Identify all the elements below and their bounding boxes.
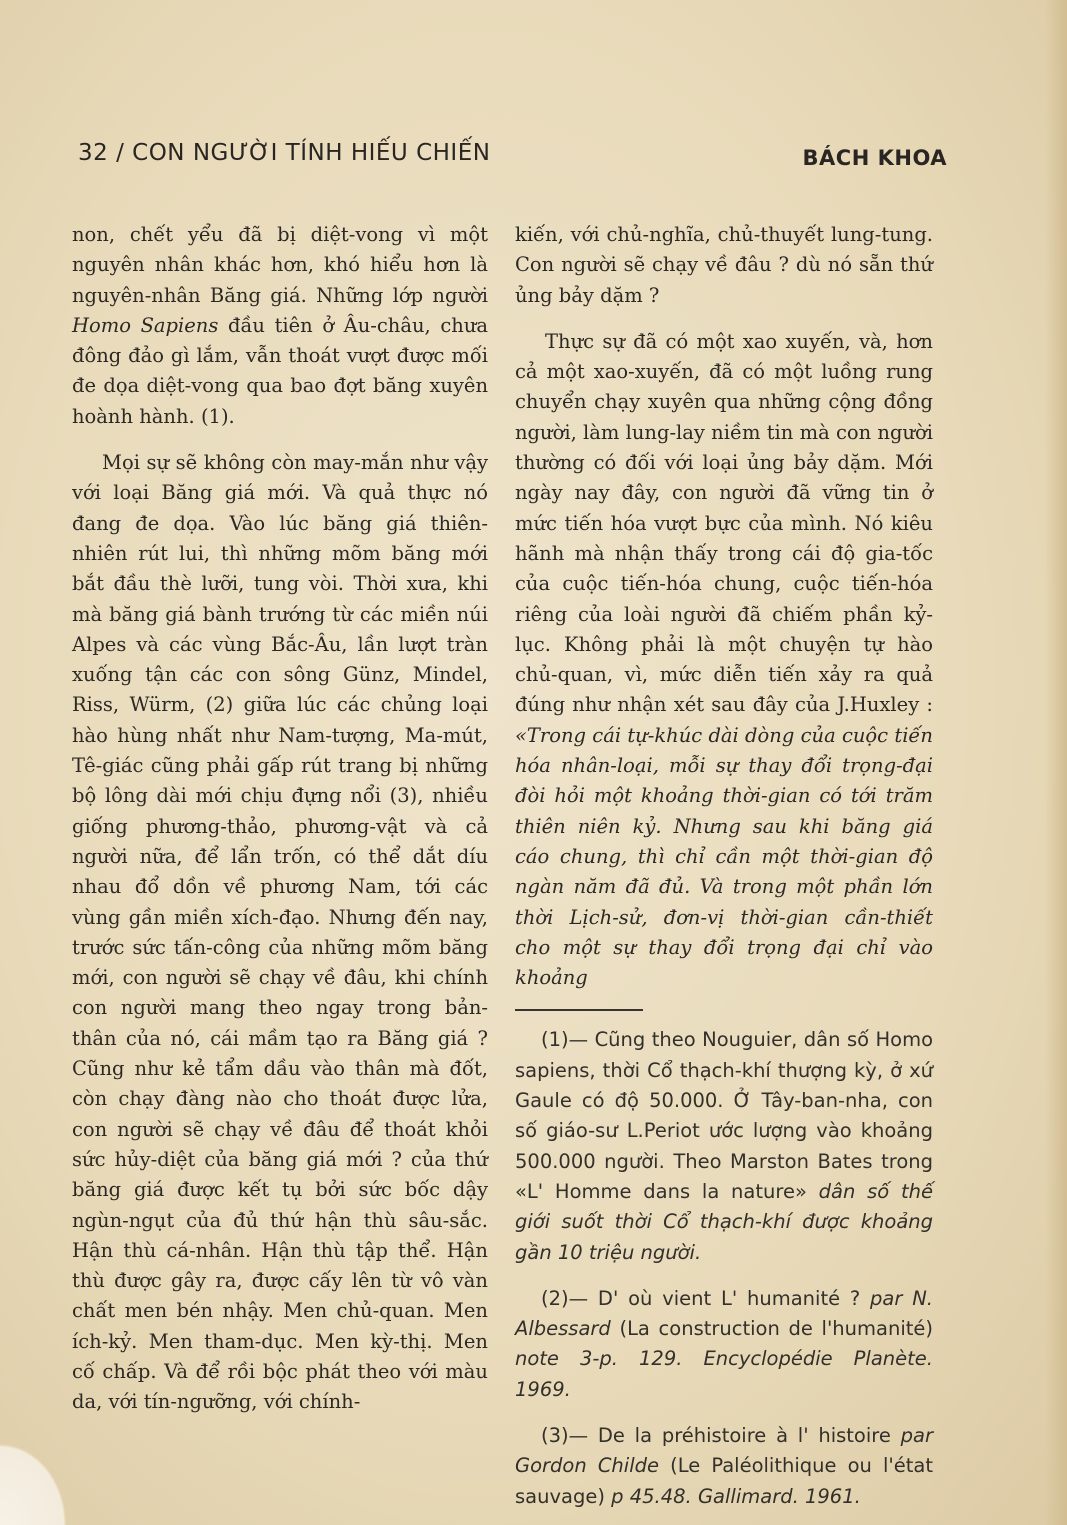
footnote-text: «L' Homme dans la nature» [515,1179,807,1203]
footnote-text: (3)— De la préhistoire à l' histoire [541,1423,901,1447]
header-page-title: 32 / CON NGƯỜI TÍNH HIẾU CHIẾN [78,140,491,166]
paragraph: Mọi sự sẽ không còn may-mắn như vậy với loại Băng giá mới. Và quả thực nó đang đe dọa. Vào lúc băng giá thiên-nhiên rút lui, thì những mõm băng mới bắt đầu thè lưỡi, tung vòi. Thời xưa, khi mà băng giá bành trướng từ các miền núi Alpes và các vùng Bắc-Âu, lần lượt tràn xuống tận các con sông Günz, Mindel, Riss, Würm, (2) giữa lúc các chủng loại hào hùng nhất như Nam-tượng, Ma-mút, Tê-giác cũng phải gấp rút trang bị những bộ lông dài mới chịu đựng nổi (3), nhiều giống phương-thảo, phương-vật và cả người nữa, để lẩn trốn, có thể dắt díu nhau đổ dồn về phương Nam, tới các vùng gần miền xích-đạo. Nhưng đến nay, trước sức tấn-công của những mõm băng mới, con người sẽ chạy về đâu, khi chính con người mang theo ngay trong bản-thân của nó, cái mầm tạo ra Băng giá ? Cũng như kẻ tẩm dầu vào thân mà đốt, còn chạy đàng nào cho thoát được lửa, con người sẽ chạy về đâu để thoát khỏi sức hủy-diệt của băng giá mới ? của thứ băng giá được kết tụ bởi sức bốc dậy ngùn-ngụt của đủ thứ hận thù sâu-sắc. Hận thù cá-nhân. Hận thù tập thể. Hận thù được gây ra, được cấy lên từ vô vàn chất men bén nhậy. Men chủ-quan. Men ích-kỷ. Men tham-dục. Men kỳ-thị. Men cố chấp. Và để rồi bộc phát theo với màu da, với tín-ngưỡng, với chính- [72,451,488,1414]
footnote-text: note 3-p. 129. Encyclopédie Planète. 1969. [515,1347,933,1401]
footnote-2 [515,1284,933,1405]
paragraph [515,327,933,994]
footnote-text: p 45.48. Gallimard. 1961. [611,1484,861,1508]
footnote-1 [515,1025,933,1267]
footnote-text: par N. Albessard [515,1286,933,1341]
huxley-quote: «Trong cái tự-khúc dài dòng của cuộc tiến hóa nhân-loại, mỗi sự thay đổi trọng-đại đòi hỏi một khoảng thời-gian có tới trăm thiên niên kỷ. Nhưng sau khi băng giá cáo chung, thì chỉ cần một thời-gian độ ngàn năm đã đủ. Và trong một phần lớn thời Lịch-sử, đơn-vị thời-gian cần-thiết cho một sự thay đổi trọng đại chỉ vào khoảng [515,723,933,990]
running-header [78,140,947,180]
paragraph [72,220,488,432]
italic-term: Homo Sapiens [72,313,219,337]
header-magazine-name: BÁCH KHOA [802,146,947,170]
footnote-text: (La construction de l'humanité) [610,1317,933,1341]
left-column [72,220,488,1434]
paragraph-text: đầu tiên ở Âu-châu, chưa đông đảo gì lắm, vẫn thoát vượt được mối đe dọa diệt-vong qua bao đợt băng xuyên hoành hành. (1). [72,313,489,428]
footnote-3 [515,1421,933,1512]
paragraph-text: non, chết yểu đã bị diệt-vong vì một nguyên nhân khác hơn, khó hiểu hơn là nguyên-nhân Băng giá. Những lớp người [72,223,488,307]
paragraph-text: Thực sự đã có một xao xuyến, và, hơn cả một xao-xuyến, đã có một luồng rung chuyển chạy xuyên qua những cộng đồng người, làm lung-lay niềm tin mà con người thường có đối với loại ủng bảy dặm. Mới ngày nay đây, con người đã vững tin ở mức tiến hóa vượt bực của mình. Nó kiêu hãnh mà nhận thấy trong cái độ gia-tốc của cuộc tiến-hóa chung, cuộc tiến-hóa riêng của loài người đã chiếm phần kỷ-lục. Không phải là một chuyện tự hào chủ-quan, vì, mức diễn tiến xảy ra quả đúng như nhận xét sau đây của J.Huxley : [515,329,933,717]
footnote-text: dân số thế giới suốt thời Cổ thạch-khí được khoảng gần 10 triệu người. [515,1179,933,1264]
page-edge-shadow [1045,0,1067,1525]
footnote-separator [515,1009,643,1011]
footnote-text: par Gordon Childe [515,1423,933,1478]
footnote-text: (1)— Cũng theo Nouguier, dân số Homo sapiens, thời Cổ thạch-khí thượng kỳ, ở xứ Gaule có độ 50.000. Ở Tây-ban-nha, con số giáo-sư L.Periot ước lượng vào khoảng 500.000 người. Theo Marston Bates trong [515,1028,933,1173]
footnote-text: (2)— D' où vient L' humanité ? [541,1286,871,1310]
right-column [515,220,933,1525]
paragraph: kiến, với chủ-nghĩa, chủ-thuyết lung-tung. Con người sẽ chạy về đâu ? dù nó sẵn thứ ủng bảy dặm ? [515,223,933,307]
footnote-text: (Le Paléolithique ou l'état sauvage) [515,1454,933,1508]
